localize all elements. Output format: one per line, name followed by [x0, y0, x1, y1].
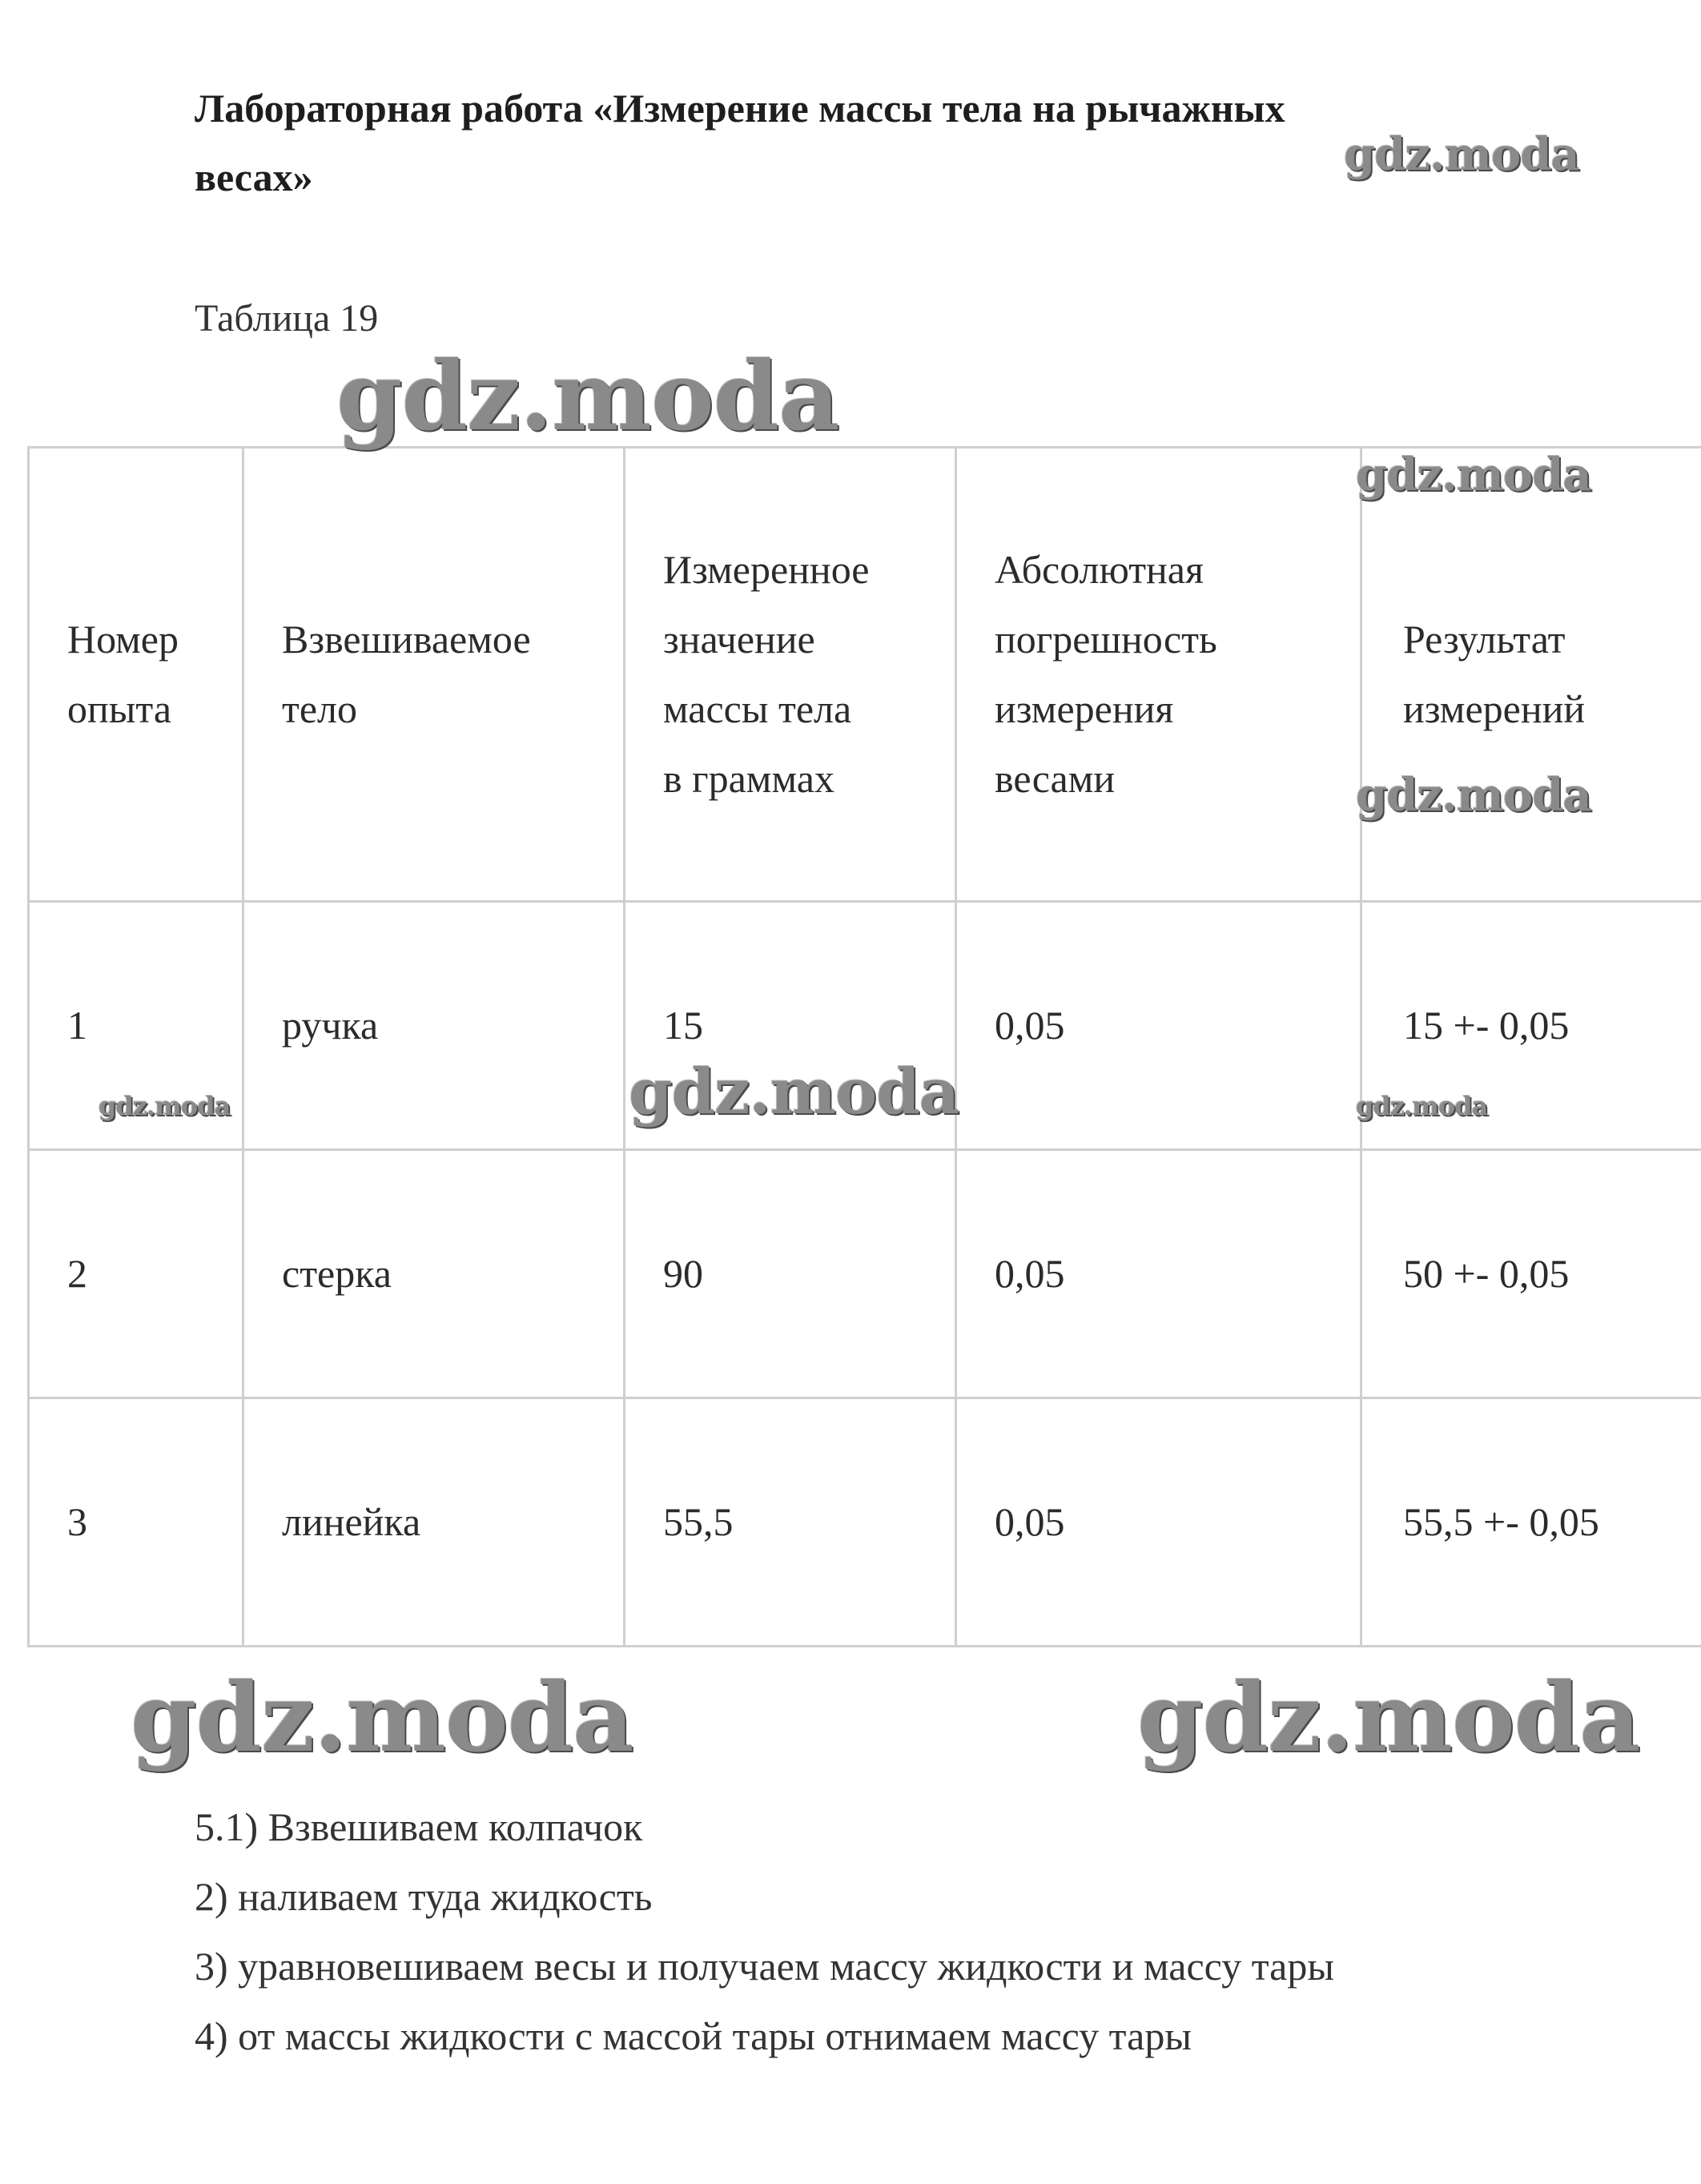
- watermark: gdz.moda: [629, 1056, 959, 1128]
- watermark: gdz.moda: [99, 1091, 231, 1121]
- cell-absolute-error: 0,05: [956, 902, 1361, 1150]
- header-cell-result: [1361, 448, 1701, 902]
- header-line: тело: [282, 686, 357, 731]
- cell-weighed-body: линейка: [243, 1398, 625, 1647]
- cell-experiment-number: 3: [29, 1398, 243, 1647]
- cell-absolute-error: 0,05: [956, 1150, 1361, 1398]
- watermark: gdz.moda: [1137, 1662, 1640, 1773]
- page-title-line-2: весах»: [195, 155, 313, 199]
- header-line: измерений: [1403, 686, 1586, 731]
- procedure-step: 4) от массы жидкости с массой тары отнимаем массу тары: [195, 2013, 1192, 2058]
- header-line: Результат: [1403, 617, 1566, 662]
- header-cell-weighed-body: [243, 448, 625, 902]
- header-line: Измеренное: [663, 547, 870, 592]
- table-row: [29, 1150, 1701, 1398]
- header-cell-absolute-error: [956, 448, 1361, 902]
- cell-measured-mass: 55,5: [625, 1398, 956, 1647]
- header-cell-measured-mass: [625, 448, 956, 902]
- header-line: массы тела: [663, 686, 852, 731]
- header-cell-experiment-number: [29, 448, 243, 902]
- cell-measured-mass: 90: [625, 1150, 956, 1398]
- table-caption: Таблица 19: [195, 297, 379, 340]
- cell-absolute-error: 0,05: [956, 1398, 1361, 1647]
- cell-weighed-body: ручка: [243, 902, 625, 1150]
- procedure-steps: [195, 1792, 1334, 2071]
- procedure-step: 2) наливаем туда жидкость: [195, 1874, 653, 1919]
- cell-result: 55,5 +- 0,05: [1361, 1398, 1701, 1647]
- table-row: [29, 1398, 1701, 1647]
- header-line: Абсолютная: [995, 547, 1204, 592]
- cell-result: 15 +- 0,05: [1361, 902, 1701, 1150]
- cell-weighed-body: стерка: [243, 1150, 625, 1398]
- cell-result: 50 +- 0,05: [1361, 1150, 1701, 1398]
- watermark: gdz.moda: [1356, 769, 1591, 822]
- watermark: gdz.moda: [1356, 1091, 1488, 1121]
- header-line: измерения: [995, 686, 1174, 731]
- procedure-step: 3) уравновешиваем весы и получаем массу жидкости и массу тары: [195, 1944, 1334, 1989]
- header-line: опыта: [67, 686, 172, 731]
- page-title-line-1: Лабораторная работа «Измерение массы тела на рычажных: [195, 86, 1285, 131]
- header-line: в граммах: [663, 756, 834, 801]
- watermark: gdz.moda: [1356, 448, 1591, 501]
- cell-measured-mass: 15: [625, 902, 956, 1150]
- watermark: gdz.moda: [1344, 128, 1579, 181]
- cell-experiment-number: 1: [29, 902, 243, 1150]
- header-line: значение: [663, 617, 815, 662]
- measurement-table: [27, 446, 1701, 1647]
- header-line: Взвешиваемое: [282, 617, 531, 662]
- cell-experiment-number: 2: [29, 1150, 243, 1398]
- header-line: Номер: [67, 617, 179, 662]
- procedure-step: 5.1) Взвешиваем колпачок: [195, 1804, 643, 1849]
- watermark: gdz.moda: [131, 1662, 633, 1773]
- header-line: весами: [995, 756, 1116, 801]
- watermark: gdz.moda: [336, 340, 839, 452]
- table-header-row: [29, 448, 1701, 902]
- header-line: погрешность: [995, 617, 1217, 662]
